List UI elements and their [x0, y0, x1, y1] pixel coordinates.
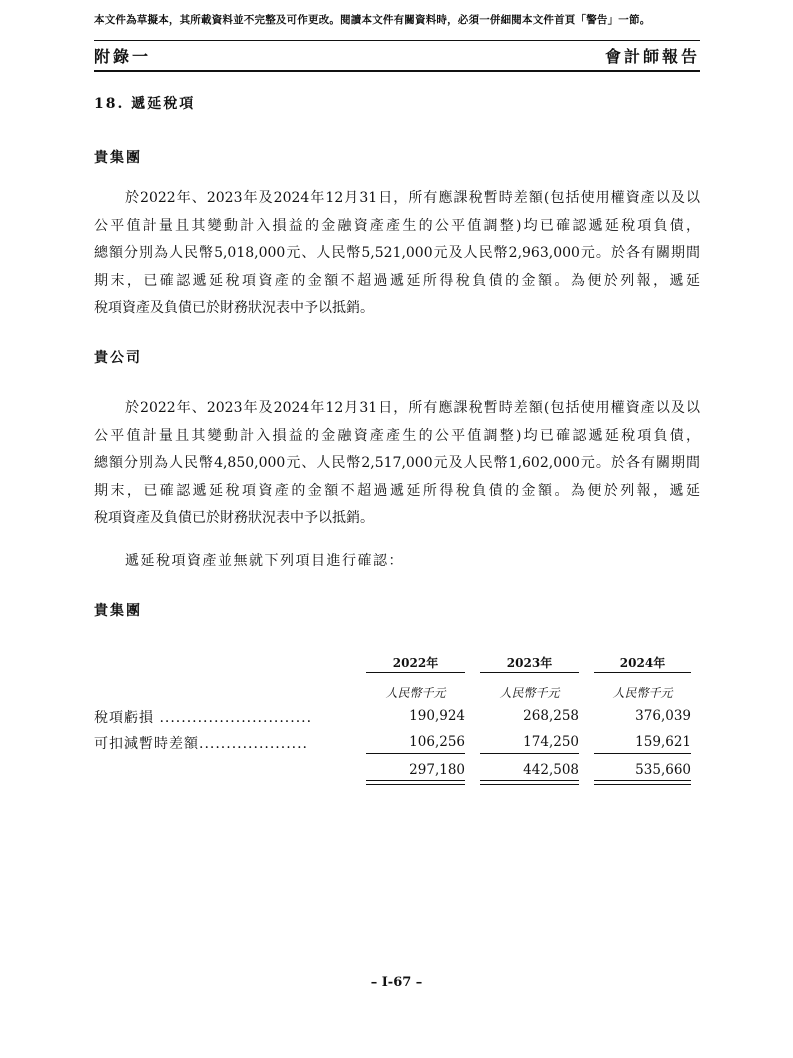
total-cell: 535,660: [635, 762, 691, 778]
table-cell: 190,924: [409, 708, 465, 724]
paragraph-line: 總額分別為人民幣5,018,000元、人民幣5,521,000元及人民幣2,963,000元。於各有關期間: [94, 245, 700, 261]
column-header: 2024年: [594, 654, 691, 673]
total-double-rule: [366, 780, 465, 785]
column-header: 2022年: [366, 654, 465, 673]
section-title: 18. 遞延稅項: [94, 96, 196, 112]
paragraph-line: 總額分別為人民幣4,850,000元、人民幣2,517,000元及人民幣1,602,000元。於各有關期間: [94, 455, 700, 471]
paragraph-line: 於2022年、2023年及2024年12月31日，所有應課稅暫時差額(包括使用權資產以及以: [125, 190, 700, 206]
page-header: [94, 40, 700, 72]
subtotal-rule: [480, 753, 579, 754]
row-label-tax-losses: 稅項虧損 ............................: [94, 710, 313, 726]
draft-warning: 本文件為草擬本，其所載資料並不完整及可作更改。閱讀本文件有關資料時，必須一併細閱本文件首頁「警告」一節。: [94, 14, 651, 26]
subtotal-rule: [594, 753, 691, 754]
paragraph-line: 公平值計量且其變動計入損益的金融資產產生的公平值調整)均已確認遞延稅項負債，: [94, 217, 700, 234]
total-double-rule: [480, 780, 579, 785]
paragraph-line: 稅項資產及負債已於財務狀況表中予以抵銷。: [94, 300, 374, 316]
unit-label: 人民幣千元: [612, 686, 673, 700]
table-cell: 376,039: [635, 708, 691, 724]
appendix-label: 附錄一: [94, 47, 152, 66]
column-header: 2023年: [480, 654, 579, 673]
company-heading: 貴公司: [94, 350, 142, 366]
table-intro: 遞延稅項資產並無就下列項目進行確認：: [125, 553, 404, 569]
unit-label: 人民幣千元: [385, 686, 446, 700]
company-paragraph: [94, 395, 700, 533]
group-paragraph: [94, 185, 700, 323]
table-cell: 174,250: [523, 734, 579, 750]
paragraph-line: 期末，已確認遞延稅項資產的金額不超過遞延所得稅負債的金額。為便於列報，遞延: [94, 482, 700, 499]
page-number: – I-67 –: [370, 975, 423, 990]
total-cell: 297,180: [409, 762, 465, 778]
table-cell: 106,256: [409, 734, 465, 750]
row-label-deductible-differences: 可扣減暫時差額....................: [94, 736, 309, 752]
paragraph-line: 公平值計量且其變動計入損益的金融資產產生的公平值調整)均已確認遞延稅項負債，: [94, 427, 700, 444]
paragraph-line: 於2022年、2023年及2024年12月31日，所有應課稅暫時差額(包括使用權資產以及以: [125, 400, 700, 416]
group-heading: 貴集團: [94, 150, 142, 166]
table-heading: 貴集團: [94, 603, 142, 619]
report-title: 會計師報告: [604, 47, 700, 66]
total-double-rule: [594, 780, 691, 785]
table-cell: 159,621: [635, 734, 691, 750]
subtotal-rule: [366, 753, 465, 754]
paragraph-line: 期末，已確認遞延稅項資產的金額不超過遞延所得稅負債的金額。為便於列報，遞延: [94, 272, 700, 289]
unit-label: 人民幣千元: [499, 686, 560, 700]
total-cell: 442,508: [523, 762, 579, 778]
paragraph-line: 稅項資產及負債已於財務狀況表中予以抵銷。: [94, 510, 374, 526]
table-cell: 268,258: [523, 708, 579, 724]
